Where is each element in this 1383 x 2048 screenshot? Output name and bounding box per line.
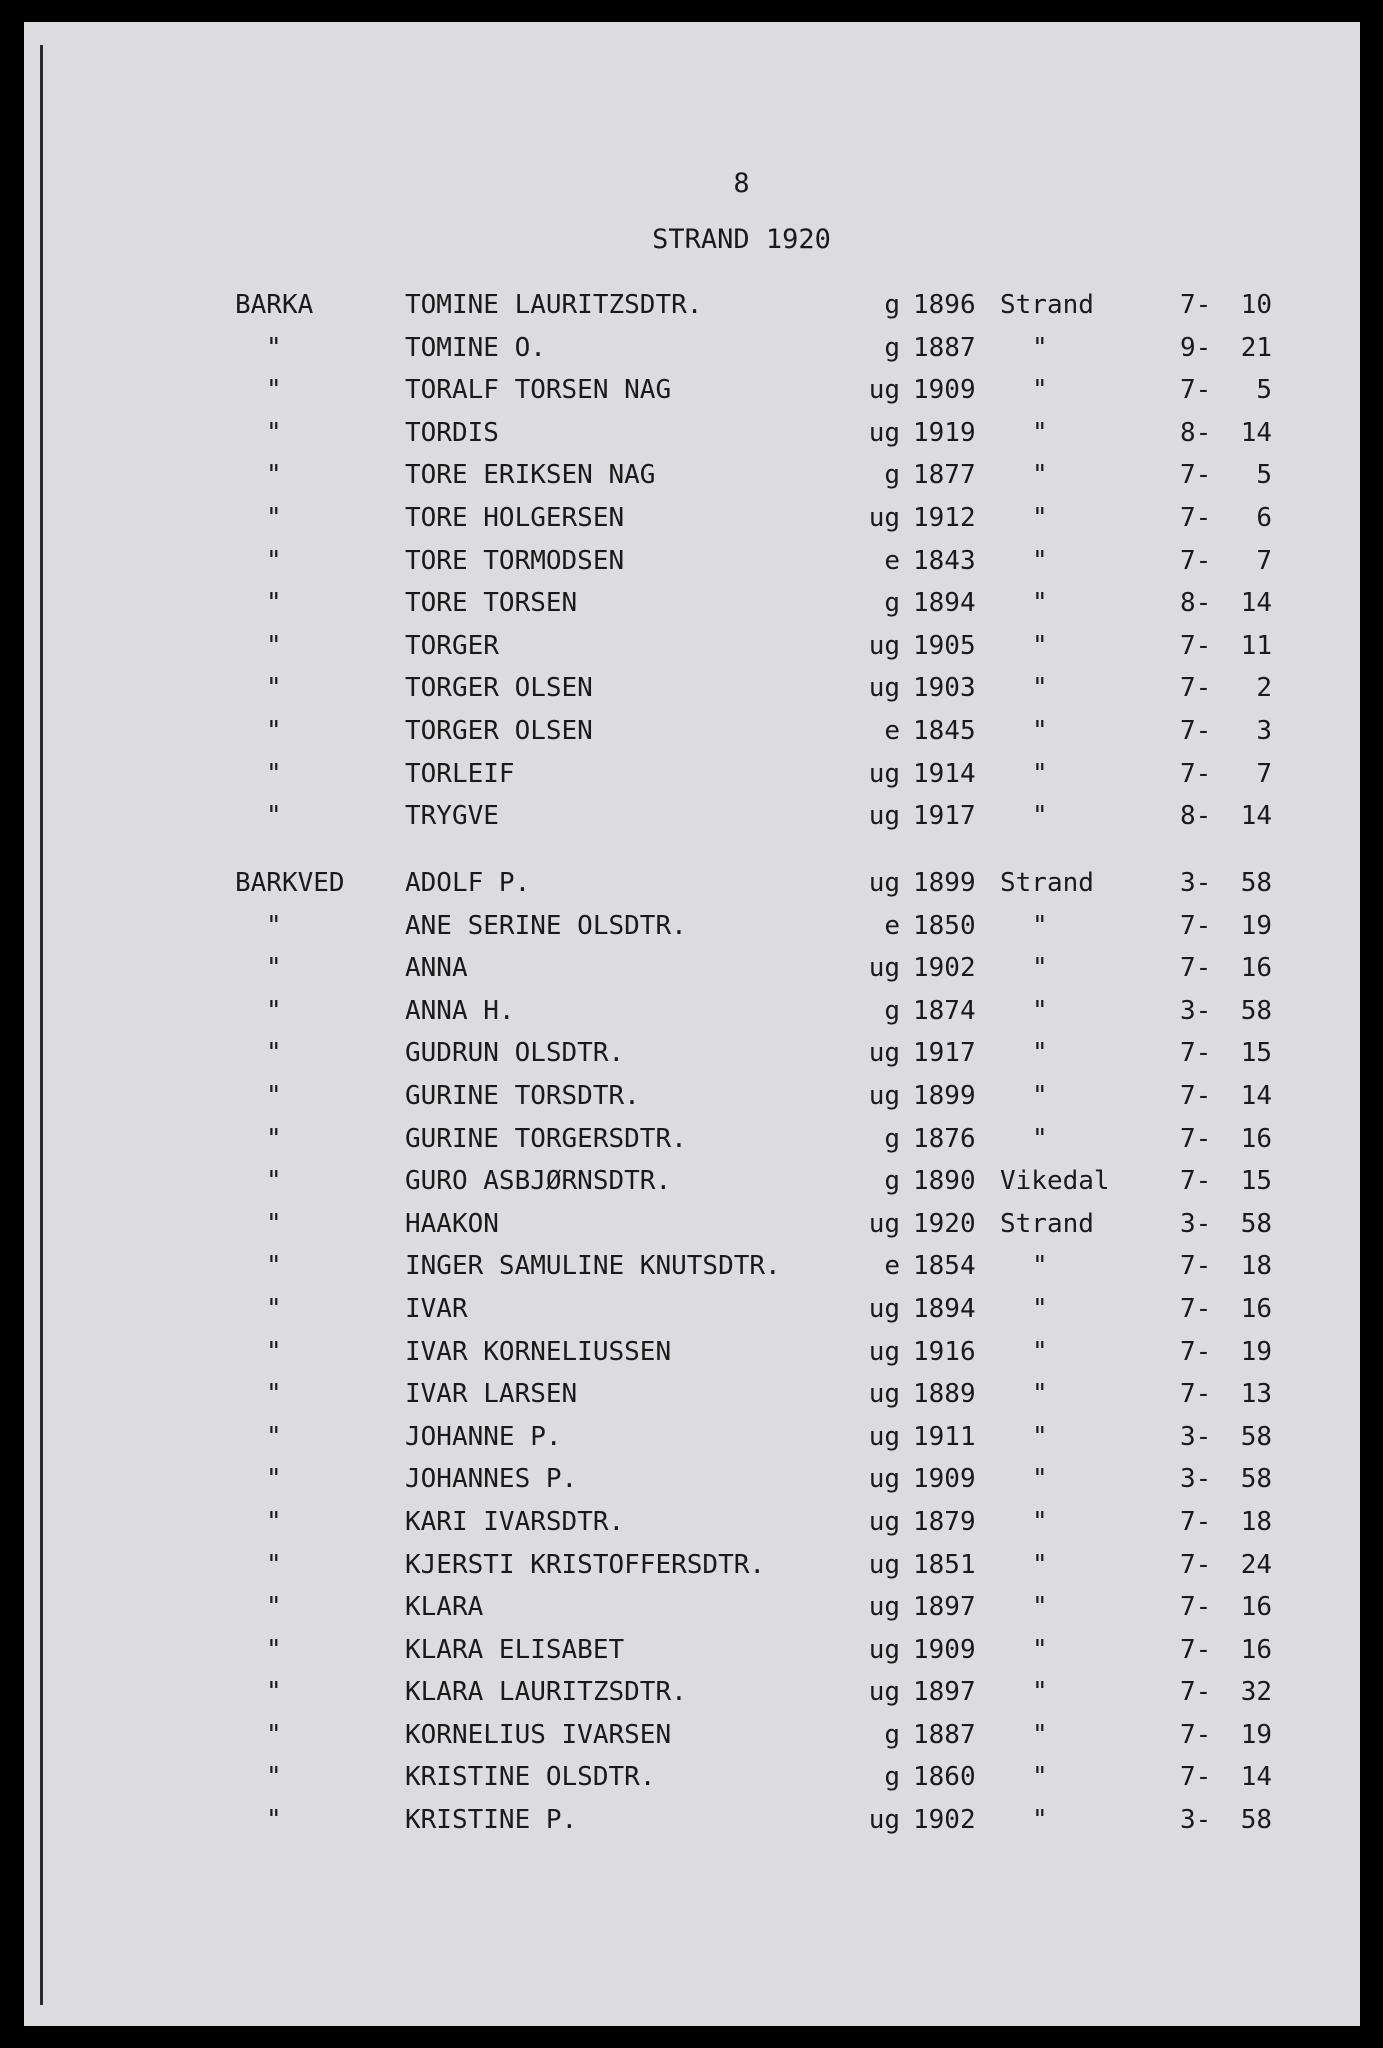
birthplace-cell: " [1032, 1805, 1048, 1836]
birthplace-cell: " [1032, 1592, 1048, 1623]
surname-cell: " [266, 460, 282, 491]
given-name-cell: TORE TORMODSEN [405, 545, 625, 576]
birth-year-cell: 1845 [913, 715, 976, 746]
given-name-cell: TOMINE LAURITZSDTR. [405, 290, 703, 320]
table-row: " TORE TORMODSEN e 1843 " 7- 7 [266, 545, 1272, 576]
birthplace-cell: " [1032, 995, 1048, 1026]
given-name-cell: KRISTINE OLSDTR. [405, 1762, 656, 1793]
reference-cell: 7- [1180, 375, 1212, 406]
marital-status-cell: g [884, 1719, 900, 1750]
marital-status-cell: ug [868, 1379, 900, 1410]
given-name-cell: JOHANNE P. [405, 1421, 562, 1452]
given-name-cell: GURINE TORGERSDTR. [405, 1123, 687, 1154]
reference-cell: 3- [1180, 1805, 1212, 1836]
birth-year-cell: 1874 [913, 995, 976, 1026]
table-row: " TORE ERIKSEN NAG g 1877 " 7- 5 [266, 460, 1272, 491]
birthplace-cell: Strand [1000, 290, 1094, 320]
surname-cell: " [266, 375, 282, 406]
given-name-cell: ANE SERINE OLSDTR. [405, 910, 687, 941]
reference-cell: 7- [1180, 1293, 1212, 1324]
surname-cell: " [266, 1379, 282, 1410]
birthplace-cell: " [1032, 1251, 1048, 1282]
given-name-cell: TORE TORSEN [405, 588, 578, 619]
surname-cell: " [266, 1464, 282, 1495]
table-row: " IVAR ug 1894 " 7- 16 [266, 1293, 1272, 1324]
register-group-barkved [0, 868, 1383, 1848]
reference-cell: 8- [1180, 417, 1212, 448]
birthplace-cell: " [1032, 1506, 1048, 1537]
birth-year-cell: 1896 [913, 290, 976, 320]
given-name-cell: TORDIS [405, 417, 499, 448]
given-name-cell: TORE HOLGERSEN [405, 502, 625, 533]
marital-status-cell: g [884, 588, 900, 619]
marital-status-cell: g [884, 1123, 900, 1154]
table-row: " GURINE TORGERSDTR. g 1876 " 7- 16 [266, 1123, 1272, 1154]
given-name-cell: TORALF TORSEN NAG [405, 375, 672, 406]
surname-cell: " [266, 673, 282, 704]
marital-status-cell: ug [868, 630, 900, 661]
given-name-cell: KRISTINE P. [405, 1805, 578, 1836]
birthplace-cell: " [1032, 1293, 1048, 1324]
birthplace-cell: " [1032, 1762, 1048, 1793]
given-name-cell: GUDRUN OLSDTR. [405, 1038, 625, 1069]
table-row: " KLARA ug 1897 " 7- 16 [266, 1592, 1272, 1623]
marital-status-cell: ug [868, 1677, 900, 1708]
birth-year-cell: 1911 [913, 1421, 976, 1452]
marital-status-cell: g [884, 1762, 900, 1793]
reference-cell: 7- [1180, 460, 1212, 491]
surname-cell: " [266, 715, 282, 746]
birth-year-cell: 1920 [913, 1208, 976, 1239]
birth-year-cell: 1897 [913, 1592, 976, 1623]
table-row: " KLARA LAURITZSDTR. ug 1897 " 7- 32 [266, 1677, 1272, 1708]
marital-status-cell: e [884, 545, 900, 576]
given-name-cell: KORNELIUS IVARSEN [405, 1719, 672, 1750]
given-name-cell: TORGER [405, 630, 499, 661]
table-row: " KJERSTI KRISTOFFERSDTR. ug 1851 " 7- 24 [266, 1549, 1272, 1580]
birth-year-cell: 1877 [913, 460, 976, 491]
surname-cell: " [266, 758, 282, 789]
birthplace-cell: " [1032, 673, 1048, 704]
birthplace-cell: " [1032, 1421, 1048, 1452]
marital-status-cell: g [884, 995, 900, 1026]
surname-cell: " [266, 1549, 282, 1580]
surname-cell: " [266, 1506, 282, 1537]
birthplace-cell: " [1032, 953, 1048, 984]
surname-cell: " [266, 630, 282, 661]
marital-status-cell: ug [868, 801, 900, 832]
reference-cell: 7- [1180, 673, 1212, 704]
birth-year-cell: 1894 [913, 1293, 976, 1324]
table-row: " INGER SAMULINE KNUTSDTR. e 1854 " 7- 18 [266, 1251, 1272, 1282]
birth-year-cell: 1890 [913, 1166, 976, 1197]
birth-year-cell: 1854 [913, 1251, 976, 1282]
marital-status-cell: ug [868, 1208, 900, 1239]
marital-status-cell: ug [868, 758, 900, 789]
reference-cell: 7- [1180, 290, 1212, 320]
table-row: " TOMINE O. g 1887 " 9- 21 [266, 332, 1272, 363]
birth-year-cell: 1897 [913, 1677, 976, 1708]
surname-cell: " [266, 953, 282, 984]
birthplace-cell: " [1032, 417, 1048, 448]
surname-cell: " [266, 332, 282, 363]
birth-year-cell: 1851 [913, 1549, 976, 1580]
surname-cell: " [266, 417, 282, 448]
birthplace-cell: " [1032, 801, 1048, 832]
marital-status-cell: e [884, 1251, 900, 1282]
birth-year-cell: 1887 [913, 1719, 976, 1750]
marital-status-cell: g [884, 460, 900, 491]
birth-year-cell: 1843 [913, 545, 976, 576]
table-row: " TORLEIF ug 1914 " 7- 7 [266, 758, 1272, 789]
given-name-cell: TORGER OLSEN [405, 715, 593, 746]
marital-status-cell: ug [868, 1506, 900, 1537]
marital-status-cell: ug [868, 502, 900, 533]
table-row: " ANE SERINE OLSDTR. e 1850 " 7- 19 [266, 910, 1272, 941]
surname-cell: " [266, 801, 282, 832]
birth-year-cell: 1860 [913, 1762, 976, 1793]
reference-cell: 7- [1180, 953, 1212, 984]
birth-year-cell: 1916 [913, 1336, 976, 1367]
reference-cell: 3- [1180, 1208, 1212, 1239]
given-name-cell: TRYGVE [405, 801, 499, 832]
birthplace-cell: " [1032, 502, 1048, 533]
table-row: BARKA TOMINE LAURITZSDTR. g 1896 Strand 7- 10 [235, 290, 1272, 320]
birthplace-cell: " [1032, 1549, 1048, 1580]
given-name-cell: TORE ERIKSEN NAG [405, 460, 656, 491]
birthplace-cell: " [1032, 588, 1048, 619]
birthplace-cell: " [1032, 375, 1048, 406]
given-name-cell: TOMINE O. [405, 332, 546, 363]
table-row: " KLARA ELISABET ug 1909 " 7- 16 [266, 1634, 1272, 1665]
marital-status-cell: ug [868, 1038, 900, 1069]
given-name-cell: ANNA H. [405, 995, 515, 1026]
given-name-cell: KARI IVARSDTR. [405, 1506, 625, 1537]
table-row: " ANNA H. g 1874 " 3- 58 [266, 995, 1272, 1026]
reference-cell: 7- [1180, 630, 1212, 661]
given-name-cell: INGER SAMULINE KNUTSDTR. [405, 1251, 781, 1282]
surname-cell: " [266, 1123, 282, 1154]
birth-year-cell: 1909 [913, 375, 976, 406]
birth-year-cell: 1902 [913, 953, 976, 984]
reference-cell: 7- [1180, 1634, 1212, 1665]
birth-year-cell: 1905 [913, 630, 976, 661]
marital-status-cell: ug [868, 673, 900, 704]
birthplace-cell: " [1032, 1080, 1048, 1111]
birth-year-cell: 1879 [913, 1506, 976, 1537]
surname-cell: " [266, 1038, 282, 1069]
birth-year-cell: 1894 [913, 588, 976, 619]
table-row: " IVAR LARSEN ug 1889 " 7- 13 [266, 1379, 1272, 1410]
surname-cell: " [266, 1634, 282, 1665]
birthplace-cell: " [1032, 1719, 1048, 1750]
marital-status-cell: ug [868, 1080, 900, 1111]
table-row: " IVAR KORNELIUSSEN ug 1916 " 7- 19 [266, 1336, 1272, 1367]
given-name-cell: ADOLF P. [405, 868, 531, 898]
table-row: " TORGER OLSEN e 1845 " 7- 3 [266, 715, 1272, 746]
given-name-cell: HAAKON [405, 1208, 499, 1239]
birthplace-cell: " [1032, 758, 1048, 789]
surname-cell: " [266, 1336, 282, 1367]
reference-cell: 3- [1180, 868, 1212, 898]
marital-status-cell: ug [868, 375, 900, 406]
table-row: " KRISTINE OLSDTR. g 1860 " 7- 14 [266, 1762, 1272, 1793]
given-name-cell: TORLEIF [405, 758, 515, 789]
birthplace-cell: " [1032, 1379, 1048, 1410]
given-name-cell: GURINE TORSDTR. [405, 1080, 640, 1111]
table-row: " TORE TORSEN g 1894 " 8- 14 [266, 588, 1272, 619]
marital-status-cell: e [884, 715, 900, 746]
marital-status-cell: ug [868, 953, 900, 984]
table-row: " TORGER ug 1905 " 7- 11 [266, 630, 1272, 661]
given-name-cell: IVAR KORNELIUSSEN [405, 1336, 672, 1367]
birth-year-cell: 1899 [913, 868, 976, 898]
surname-cell: " [266, 1719, 282, 1750]
reference-cell: 7- [1180, 545, 1212, 576]
reference-cell: 7- [1180, 715, 1212, 746]
reference-cell: 7- [1180, 1379, 1212, 1410]
surname-cell: " [266, 1762, 282, 1793]
surname-cell: BARKVED [235, 868, 345, 898]
birthplace-cell: " [1032, 910, 1048, 941]
birthplace-cell: " [1032, 1336, 1048, 1367]
surname-cell: BARKA [235, 290, 314, 320]
surname-cell: " [266, 1080, 282, 1111]
given-name-cell: JOHANNES P. [405, 1464, 578, 1495]
surname-cell: " [266, 502, 282, 533]
table-row: BARKVED ADOLF P. ug 1899 Strand 3- 58 [235, 868, 1272, 898]
surname-cell: " [266, 1677, 282, 1708]
reference-cell: 7- [1180, 1719, 1212, 1750]
given-name-cell: IVAR [405, 1293, 468, 1324]
birth-year-cell: 1850 [913, 910, 976, 941]
birth-year-cell: 1917 [913, 1038, 976, 1069]
given-name-cell: KLARA [405, 1592, 484, 1623]
marital-status-cell: ug [868, 1421, 900, 1452]
marital-status-cell: ug [868, 868, 900, 898]
birth-year-cell: 1876 [913, 1123, 976, 1154]
reference-cell: 7- [1180, 1506, 1212, 1537]
surname-cell: " [266, 1166, 282, 1197]
table-row: " TORGER OLSEN ug 1903 " 7- 2 [266, 673, 1272, 704]
surname-cell: " [266, 1805, 282, 1836]
reference-cell: 7- [1180, 1336, 1212, 1367]
marital-status-cell: g [884, 332, 900, 363]
surname-cell: " [266, 1293, 282, 1324]
surname-cell: " [266, 588, 282, 619]
table-row: " ANNA ug 1902 " 7- 16 [266, 953, 1272, 984]
birth-year-cell: 1917 [913, 801, 976, 832]
birth-year-cell: 1887 [913, 332, 976, 363]
surname-cell: " [266, 545, 282, 576]
marital-status-cell: ug [868, 1805, 900, 1836]
given-name-cell: IVAR LARSEN [405, 1379, 578, 1410]
birth-year-cell: 1914 [913, 758, 976, 789]
table-row: " TRYGVE ug 1917 " 8- 14 [266, 801, 1272, 832]
marital-status-cell: ug [868, 1464, 900, 1495]
birthplace-cell: " [1032, 332, 1048, 363]
register-group-barka [0, 290, 1383, 844]
marital-status-cell: ug [868, 1592, 900, 1623]
birthplace-cell: Strand [1000, 868, 1094, 898]
birthplace-cell: " [1032, 1464, 1048, 1495]
birth-year-cell: 1902 [913, 1805, 976, 1836]
birth-year-cell: 1899 [913, 1080, 976, 1111]
surname-cell: " [266, 995, 282, 1026]
reference-cell: 7- [1180, 502, 1212, 533]
birthplace-cell: " [1032, 1677, 1048, 1708]
given-name-cell: KJERSTI KRISTOFFERSDTR. [405, 1549, 766, 1580]
reference-cell: 7- [1180, 1123, 1212, 1154]
reference-cell: 7- [1180, 1762, 1212, 1793]
table-row: " HAAKON ug 1920 Strand 3- 58 [266, 1208, 1272, 1239]
given-name-cell: GURO ASBJØRNSDTR. [405, 1166, 672, 1197]
birth-year-cell: 1909 [913, 1464, 976, 1495]
birthplace-cell: Strand [1000, 1208, 1094, 1239]
table-row: " GUDRUN OLSDTR. ug 1917 " 7- 15 [266, 1038, 1272, 1069]
birthplace-cell: " [1032, 1123, 1048, 1154]
given-name-cell: TORGER OLSEN [405, 673, 593, 704]
marital-status-cell: ug [868, 417, 900, 448]
reference-cell: 3- [1180, 1464, 1212, 1495]
table-row: " KORNELIUS IVARSEN g 1887 " 7- 19 [266, 1719, 1272, 1750]
birth-year-cell: 1909 [913, 1634, 976, 1665]
table-row: " KRISTINE P. ug 1902 " 3- 58 [266, 1805, 1272, 1836]
table-row: " TORALF TORSEN NAG ug 1909 " 7- 5 [266, 375, 1272, 406]
marital-status-cell: g [884, 1166, 900, 1197]
marital-status-cell: ug [868, 1293, 900, 1324]
given-name-cell: KLARA LAURITZSDTR. [405, 1677, 687, 1708]
surname-cell: " [266, 1208, 282, 1239]
table-row: " JOHANNE P. ug 1911 " 3- 58 [266, 1421, 1272, 1452]
marital-status-cell: e [884, 910, 900, 941]
marital-status-cell: ug [868, 1634, 900, 1665]
reference-cell: 7- [1180, 910, 1212, 941]
surname-cell: " [266, 1251, 282, 1282]
birthplace-cell: " [1032, 1038, 1048, 1069]
reference-cell: 7- [1180, 1251, 1212, 1282]
birth-year-cell: 1889 [913, 1379, 976, 1410]
marital-status-cell: ug [868, 1549, 900, 1580]
birthplace-cell: " [1032, 715, 1048, 746]
given-name-cell: KLARA ELISABET [405, 1634, 625, 1665]
table-row: " TORDIS ug 1919 " 8- 14 [266, 417, 1272, 448]
birthplace-cell: " [1032, 1634, 1048, 1665]
reference-cell: 3- [1180, 995, 1212, 1026]
surname-cell: " [266, 1421, 282, 1452]
table-row: " GURINE TORSDTR. ug 1899 " 7- 14 [266, 1080, 1272, 1111]
page-number: 8 [733, 168, 750, 199]
surname-cell: " [266, 1592, 282, 1623]
birthplace-cell: " [1032, 460, 1048, 491]
table-row: " JOHANNES P. ug 1909 " 3- 58 [266, 1464, 1272, 1495]
birth-year-cell: 1903 [913, 673, 976, 704]
reference-cell: 7- [1180, 1080, 1212, 1111]
reference-cell: 9- [1180, 332, 1212, 363]
reference-cell: 7- [1180, 1038, 1212, 1069]
reference-cell: 7- [1180, 1677, 1212, 1708]
marital-status-cell: g [884, 290, 900, 320]
marital-status-cell: ug [868, 1336, 900, 1367]
birth-year-cell: 1912 [913, 502, 976, 533]
given-name-cell: ANNA [405, 953, 468, 984]
reference-cell: 7- [1180, 1549, 1212, 1580]
reference-cell: 7- [1180, 1592, 1212, 1623]
birthplace-cell: " [1032, 630, 1048, 661]
reference-cell: 8- [1180, 588, 1212, 619]
table-row: " TORE HOLGERSEN ug 1912 " 7- 6 [266, 502, 1272, 533]
table-row: " GURO ASBJØRNSDTR. g 1890 Vikedal 7- 15 [266, 1166, 1272, 1197]
reference-cell: 3- [1180, 1421, 1212, 1452]
reference-cell: 8- [1180, 801, 1212, 832]
reference-cell: 7- [1180, 758, 1212, 789]
reference-cell: 7- [1180, 1166, 1212, 1197]
birthplace-cell: " [1032, 545, 1048, 576]
birthplace-cell: Vikedal [1000, 1166, 1110, 1197]
page-heading: STRAND 1920 [652, 224, 831, 255]
birth-year-cell: 1919 [913, 417, 976, 448]
surname-cell: " [266, 910, 282, 941]
table-row: " KARI IVARSDTR. ug 1879 " 7- 18 [266, 1506, 1272, 1537]
